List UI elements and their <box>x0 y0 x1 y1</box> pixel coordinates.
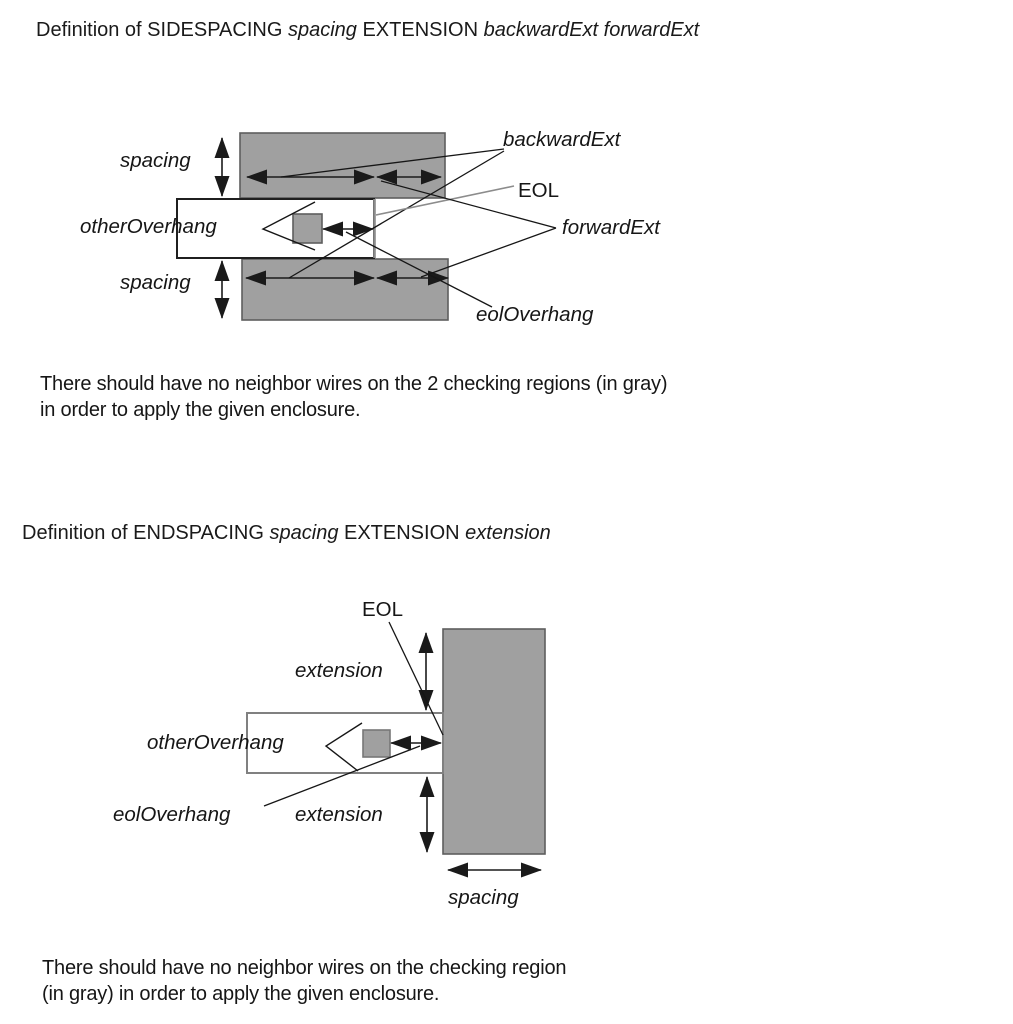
side-title-prefix: Definition of <box>36 19 148 41</box>
end-title-arg1: spacing <box>269 522 344 544</box>
side-label-eol-overhang: eolOverhang <box>476 303 594 326</box>
end-label-extension-top: extension <box>295 659 383 682</box>
side-label-forward-ext: forwardExt <box>562 216 660 239</box>
side-forward-ext-leader-bottom <box>421 228 556 277</box>
end-note <box>42 955 566 1007</box>
side-neighbor-region-top <box>240 133 445 198</box>
side-note-line1: There should have no neighbor wires on the 2 checking regions (in gray) <box>40 373 668 395</box>
end-title-prefix: Definition of <box>22 522 134 544</box>
side-title-args: backwardExt forwardExt <box>483 19 700 41</box>
end-label-spacing: spacing <box>448 886 519 909</box>
end-label-extension-bottom: extension <box>295 803 383 826</box>
end-label-other-overhang: otherOverhang <box>147 731 284 754</box>
side-label-spacing-top: spacing <box>120 149 191 172</box>
side-note <box>40 371 667 423</box>
end-note-line1: There should have no neighbor wires on the checking region <box>42 957 567 979</box>
end-title-args: extension <box>465 522 551 544</box>
end-title-keyword1: ENDSPACING <box>133 522 270 544</box>
end-label-eol: EOL <box>362 598 404 621</box>
side-label-other-overhang: otherOverhang <box>80 215 217 238</box>
side-section-title <box>36 19 699 41</box>
end-via-square <box>363 730 390 757</box>
end-label-eol-overhang: eolOverhang <box>113 803 231 826</box>
side-title-arg1: spacing <box>287 19 363 41</box>
side-label-eol: EOL <box>518 179 560 202</box>
end-note-line2: (in gray) in order to apply the given enclosure. <box>42 983 440 1005</box>
side-label-spacing-bottom: spacing <box>120 271 191 294</box>
end-title-keyword2: EXTENSION <box>344 522 466 544</box>
side-note-line2: in order to apply the given enclosure. <box>40 399 361 421</box>
side-title-keyword1: SIDESPACING <box>147 19 288 41</box>
end-section-title <box>22 522 551 544</box>
side-title-keyword2: EXTENSION <box>362 19 484 41</box>
end-neighbor-region <box>443 629 545 854</box>
side-label-backward-ext: backwardExt <box>503 128 621 151</box>
side-via-square <box>293 214 322 243</box>
